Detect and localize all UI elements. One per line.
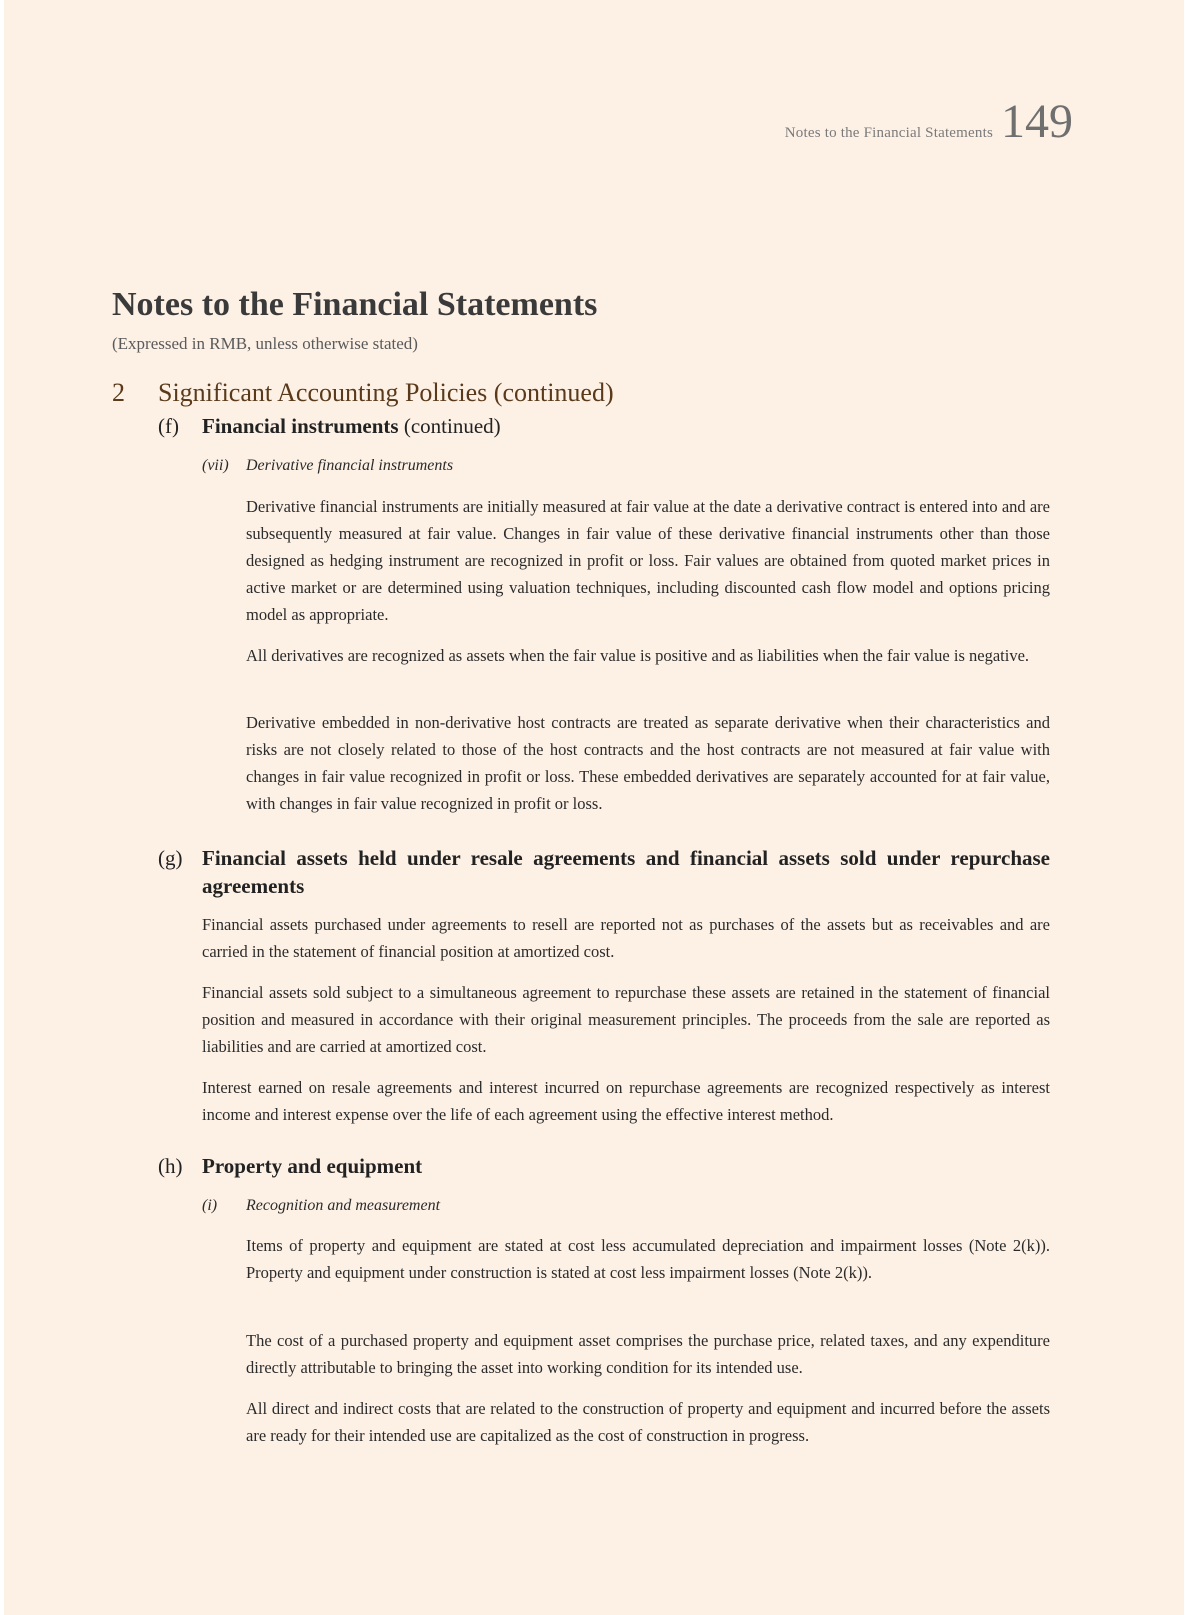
section-title: Significant Accounting Policies (continued): [158, 378, 614, 407]
subsection-f-heading: [158, 414, 1082, 439]
subsection-f-title-wrap: [202, 414, 501, 439]
subsection-f-vii-label: (vii): [202, 457, 229, 474]
running-title: Notes to the Financial Statements: [784, 125, 993, 141]
section-heading: [112, 378, 614, 408]
subsection-h-label: (h): [158, 1154, 183, 1178]
paragraph: All direct and indirect costs that are related to the construction of property and equipment and incurred before the assets are ready for their intended use are capitalized as the cost of construction in progress.: [246, 1399, 1050, 1445]
page-title: Notes to the Financial Statements: [112, 286, 598, 323]
subsection-g-title: Financial assets held under resale agreements and financial assets sold under repurchase agreements: [202, 846, 1050, 898]
paragraph: Financial assets purchased under agreements to resell are reported not as purchases of the assets but as receivables and are carried in the statement of financial position at amortized cost.: [202, 915, 1050, 961]
paragraph: The cost of a purchased property and equipment asset comprises the purchase price, related taxes, and any expenditure directly attributable to bringing the asset into working condition for its intended use.: [246, 1331, 1050, 1377]
subsection-f-suffix: (continued): [398, 414, 501, 438]
paragraph: Derivative financial instruments are initially measured at fair value at the date a derivative contract is entered into and are subsequently measured at fair value. Changes in fair value of these derivative financial instruments other than those designed as hedging instrument are recognized in profit or loss. Fair values are obtained from quoted market prices in active market or are determined using valuation techniques, including discounted cash flow model and options pricing model as appropriate.: [246, 497, 1050, 624]
paragraph: Derivative embedded in non-derivative host contracts are treated as separate derivative when their characteristics and risks are not closely related to those of the host contracts and the host contracts are not measured at fair value with changes in fair value recognized in profit or loss. These embedded derivatives are separately accounted for at fair value, with changes in fair value recognized in profit or loss.: [246, 713, 1050, 813]
subsection-h-title: Property and equipment: [202, 1154, 423, 1178]
section-number: 2: [112, 378, 125, 407]
subsection-f-title: Financial instruments: [202, 414, 399, 438]
paragraph: All derivatives are recognized as assets when the fair value is positive and as liabilities when the fair value is negative.: [246, 646, 1030, 665]
document-page: [4, 0, 1184, 1615]
subsection-f-vii-heading: [202, 457, 453, 475]
running-header: [784, 95, 1073, 148]
subsection-f-label: (f): [158, 414, 179, 438]
paragraph: Financial assets sold subject to a simultaneous agreement to repurchase these assets are retained in the statement of financial position and measured in accordance with their original measurement principles. The proceeds from the sale are reported as liabilities and are carried at amortized cost.: [202, 983, 1050, 1056]
paragraph: Items of property and equipment are stated at cost less accumulated depreciation and impairment losses (Note 2(k)). Property and equipment under construction is stated at cost less impairment losses (Note 2(k)).: [246, 1236, 1050, 1282]
subsection-g-heading: [158, 844, 1082, 900]
subsection-g-label: (g): [158, 846, 183, 870]
page-number: 149: [1001, 95, 1073, 148]
subsection-h-heading: [158, 1154, 1082, 1179]
subsection-h-i-label: (i): [202, 1197, 218, 1214]
paragraph: Interest earned on resale agreements and interest incurred on repurchase agreements are recognized respectively as interest income and interest expense over the life of each agreement using the effective interest method.: [202, 1078, 1050, 1124]
subsection-f-vii-title: Derivative financial instruments: [246, 457, 454, 474]
subsection-h-i-heading: [202, 1197, 440, 1215]
page-subtitle: (Expressed in RMB, unless otherwise stated): [112, 334, 418, 353]
subsection-h-i-title: Recognition and measurement: [246, 1197, 441, 1214]
